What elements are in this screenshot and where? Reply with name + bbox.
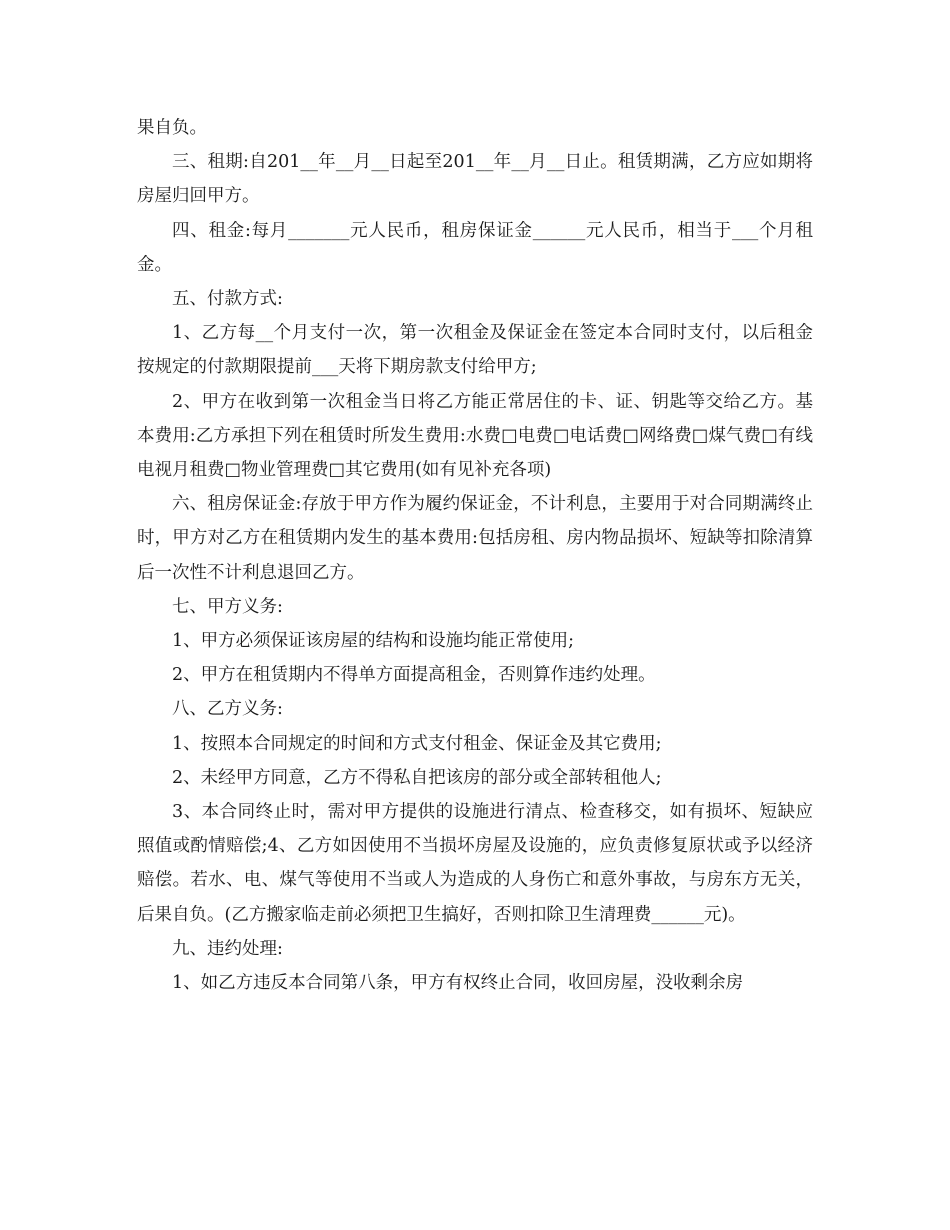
clause-8-item-1: 1、按照本合同规定的时间和方式支付租金、保证金及其它费用; xyxy=(172,733,662,754)
clause-8-item-3: 3、本合同终止时，需对甲方提供的设施进行清点、检查移交，如有损坏、短缺应照值或酌情赔偿;4、乙方如因使用不当损坏房屋及设施的，应负责修复原状或予以经济赔偿。若水、电、煤气等使用不当或人为造成的人身伤亡和意外事故，与房东方无关，后果自负。(乙方搬家临走前必须把卫生搞好，否则扣除卫生清理费______元)。 xyxy=(137,802,813,925)
clause-8-item-2: 2、未经甲方同意，乙方不得私自把该房的部分或全部转租他人; xyxy=(172,767,662,788)
paragraph-continuation: 果自负。 xyxy=(137,118,207,138)
clause-5-heading: 五、付款方式: xyxy=(172,289,283,310)
clause-9-item-1: 1、如乙方违反本合同第八条，甲方有权终止合同，收回房屋，没收剩余房 xyxy=(172,973,744,994)
clause-7-item-1: 1、甲方必须保证该房屋的结构和设施均能正常使用; xyxy=(172,631,575,652)
clause-4-rent: 四、租金:每月_______元人民币，租房保证金______元人民币，相当于___个月租金。 xyxy=(137,220,813,275)
clause-7-heading: 七、甲方义务: xyxy=(172,596,283,617)
clause-3-lease-term: 三、租期:自201__年__月__日起至201__年__月__日止。租赁期满，乙方应如期将房屋归回甲方。 xyxy=(137,152,813,207)
clause-8-heading: 八、乙方义务: xyxy=(172,699,283,720)
clause-5-item-2: 2、甲方在收到第一次租金当日将乙方能正常居住的卡、证、钥匙等交给乙方。基本费用:乙方承担下列在租赁时所发生费用:水费□电费□电话费□网络费□煤气费□有线电视月租费□物业管理费□其它费用(如有见补充各项) xyxy=(137,391,813,481)
clause-7-item-2: 2、甲方在租赁期内不得单方面提高租金，否则算作违约处理。 xyxy=(172,665,656,686)
clause-5-item-1: 1、乙方每__个月支付一次，第一次租金及保证金在签定本合同时支付，以后租金按规定的付款期限提前___天将下期房款支付给甲方; xyxy=(137,323,813,378)
clause-9-heading: 九、违约处理: xyxy=(172,938,283,959)
clause-6-deposit: 六、租房保证金:存放于甲方作为履约保证金，不计利息，主要用于对合同期满终止时，甲方对乙方在租赁期内发生的基本费用:包括房租、房内物品损坏、短缺等扣除清算后一次性不计利息退回乙方。 xyxy=(137,494,813,583)
contract-body xyxy=(137,111,813,1000)
